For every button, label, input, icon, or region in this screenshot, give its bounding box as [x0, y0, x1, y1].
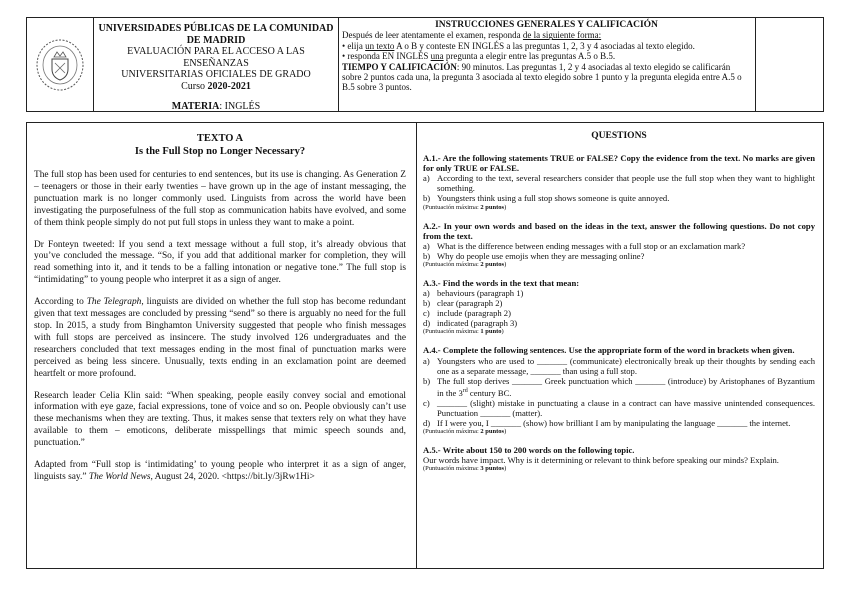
question-item: c) _______ (slight) mistake in punctuating a clause in a contract can have massive unintended consequences. Punctuation _______ (matter).: [423, 397, 815, 418]
course-line: [94, 81, 338, 93]
instr-underline: de la siguiente forma:: [522, 30, 602, 41]
seal-icon: [34, 37, 86, 93]
paragraph-3: [34, 297, 406, 380]
instr-bold: TIEMPO Y CALIFICACIÓN: [342, 61, 457, 72]
citation-text: Adapted from “Full stop is ‘intimidating’ to young people who interpret it as a sign of anger, linguists say.”: [34, 460, 406, 482]
instr-underline: una: [430, 51, 444, 62]
question-heading: A.5.- Write about 150 to 200 words on the following topic.: [423, 445, 635, 456]
p3-text: , linguists are divided on whether the full stop has become redundant given that text messages are concluded by pressing “send” so there is arguably no need for the full stop. In 2015, a study from Binghamton University suggested that people who finish messages with full stops are perceived as insincere. The study involved 126 undergraduates and the researchers concluded that text messages ending in the most final of punctuation marks were perceived as being less sincere. Unusually, texts ending in an exclamation point are deemed heartfelt or more profound.: [34, 297, 406, 379]
citation-italic: The World News: [88, 471, 151, 482]
question-item: a) What is the difference between ending messages with a full stop or an exclamation mark?: [423, 241, 815, 251]
questions-column: [417, 123, 823, 568]
university-line-2: DE MADRID: [186, 34, 246, 46]
exam-body: [26, 122, 824, 569]
instructions-line-1: [342, 30, 751, 40]
university-seal: [27, 18, 94, 111]
item-text: indicated (paragraph 3): [437, 318, 518, 329]
max-score: (Puntuación máxima: 1 punto): [423, 328, 504, 336]
instructions-block: [339, 18, 756, 111]
paragraph-4: Research leader Celia Klin said: “When speaking, people easily convey social and emotional information with eye gaze, facial expressions, tone of voice and so on. People obviously can’t use these mechanisms when they are texting. Thus, it makes sense that texters rely on what they have available to them – emoticons, deliberate misspellings that mimic speech sounds and, punctuation.”: [34, 390, 406, 449]
item-text: Youngsters think using a full stop shows someone is quite annoyed.: [437, 193, 670, 204]
exam-header: [26, 17, 824, 112]
instr-text: pregunta a elegir entre las preguntas A.5 o B.5.: [443, 51, 616, 62]
course-value: 2020-2021: [207, 80, 251, 92]
paragraph-1: The full stop has been used for centuries to end sentences, but its use is changing. As Generation Z – teenagers or those in their early twenties – have grown up in the age of instant messaging, the punctuation mark is no longer commonly used. Linguists from across the world have been investigating the purposefulness of the full stop as communication habits have evolved, and some of them think people simply do not put full stops in unless they want to make a point.: [34, 170, 406, 228]
instructions-title: INSTRUCCIONES GENERALES Y CALIFICACIÓN: [435, 20, 658, 30]
question-item: b) Youngsters think using a full stop shows someone is quite annoyed.: [423, 193, 815, 203]
question-item: d) If I were you, I _______ (show) how brilliant I am by manipulating the language _______ the internet.: [423, 418, 815, 428]
max-score: (Puntuación máxima: 3 puntos): [423, 465, 507, 473]
subject-label: MATERIA: [171, 100, 220, 112]
course-label: Curso: [181, 80, 206, 92]
instructions-line-2: [342, 41, 751, 51]
item-text: According to the text, several researchers consider that people use the full stop when they want to highlight something.: [437, 173, 815, 194]
item-text: If I were you, I _______ (show) how brilliant I am by manipulating the language _______ the internet.: [437, 417, 791, 428]
max-score: (Puntuación máxima: 2 puntos): [423, 428, 507, 436]
p3-text: According to: [34, 297, 87, 308]
citation-text: , August 24, 2020. <https://bit.ly/3jRw1Hi>: [150, 471, 315, 482]
text-subtitle: Is the Full Stop no Longer Necessary?: [134, 145, 306, 157]
max-score: (Puntuación máxima: 2 puntos): [423, 203, 507, 211]
item-text: behaviours (paragraph 1): [437, 288, 524, 299]
question-item: d) indicated (paragraph 3): [423, 318, 815, 328]
question-item: b) The full stop derives _______ Greek punctuation which _______ (introduce) by Aristophanes of Byzantium in the 3rd century BC.: [423, 375, 815, 398]
item-text: clear (paragraph 2): [437, 298, 503, 309]
item-text: Youngsters who are used to _______ (communicate) electronically break up their thoughts by sending each one as a separate message, _______ than using a full stop.: [437, 355, 815, 376]
instructions-line-4: [342, 62, 751, 93]
item-text: _______ (slight) mistake in punctuating a clause in a contract can have massive unintended consequences. Punctuation _______ (matter).: [437, 397, 815, 418]
question-item: a) Youngsters who are used to _______ (communicate) electronically break up their thoughts by sending each one as a separate message, _______ than using a full stop.: [423, 355, 815, 376]
text-column: [27, 123, 417, 568]
question-a1: [423, 153, 815, 211]
question-item: b) Why do people use emojis when they are messaging online?: [423, 251, 815, 261]
university-line-1: UNIVERSIDADES PÚBLICAS DE LA COMUNIDAD: [98, 23, 334, 34]
question-a2: [423, 221, 815, 269]
max-score: (Puntuación máxima: 2 puntos): [423, 260, 507, 268]
instr-text: Después de leer atentamente el examen, responda: [342, 30, 523, 41]
item-text: Why do people use emojis when they are messaging online?: [437, 250, 645, 261]
question-item: a) behaviours (paragraph 1): [423, 288, 815, 298]
subject-value: : INGLÉS: [219, 100, 261, 112]
subject-line: [94, 101, 338, 113]
instructions-line-3: [342, 51, 751, 61]
instr-text: A o B y conteste EN INGLÉS a las preguntas 1, 2, 3 y 4 asociadas al texto elegido.: [394, 40, 695, 51]
instr-underline: un texto: [365, 40, 395, 51]
question-body: Our words have impact. Why is it determining or relevant to think before speaking our minds? Explain.: [423, 455, 779, 466]
eval-line-2: UNIVERSITARIAS OFICIALES DE GRADO: [121, 69, 311, 81]
question-heading: A.1.- Are the following statements TRUE or FALSE? Copy the evidence from the text. No marks are given for only TRUE or FALSE.: [423, 153, 815, 174]
paragraph-2: Dr Fonteyn tweeted: If you send a text message without a full stop, it’s already obvious that you’ve concluded the message. “So, if you add that additional marker for completion, they will read something into it, and it tends to be a falling intonation or negative tone.” The full stop is “intimidating” to young people who interpret it as a sign of anger.: [34, 239, 406, 286]
source-citation: [34, 460, 406, 484]
question-item: a) According to the text, several researchers consider that people use the full stop when they want to highlight something.: [423, 173, 815, 194]
question-item: b) clear (paragraph 2): [423, 298, 815, 308]
text-title: TEXTO A: [196, 133, 244, 144]
question-heading: A.3.- Find the words in the text that mean:: [423, 277, 580, 288]
item-text: The full stop derives _______ Greek punctuation which _______ (introduce) by Aristophanes of Byzantium in the 3rd century BC.: [437, 375, 815, 398]
questions-title: QUESTIONS: [591, 131, 647, 141]
question-heading: A.2.- In your own words and based on the ideas in the text, answer the following questions. Do not copy from the text.: [423, 220, 815, 241]
question-heading: A.4.- Complete the following sentences. Use the appropriate form of the word in brackets when given.: [423, 345, 795, 356]
university-block: [94, 18, 339, 111]
eval-line-1: EVALUACIÓN PARA EL ACCESO A LAS ENSEÑANZAS: [127, 46, 305, 69]
instr-text: • responda EN INGLÉS: [342, 51, 431, 62]
question-a3: [423, 278, 815, 336]
question-a5: [423, 445, 815, 473]
item-text: include (paragraph 2): [437, 308, 511, 319]
instr-text: : 90 minutos. Las preguntas 1, 2 y 4 asociadas al texto elegido se calificarán sobre 2 puntos cada una, la pregunta 3 asociada al texto elegido sobre 1 punto y la pregunta elegida entre A.5 o B.5 sobre 3 puntos.: [342, 61, 742, 93]
text-title-block: [34, 133, 406, 158]
item-text: What is the difference between ending messages with a full stop or an exclamation mark?: [437, 240, 746, 251]
question-a4: [423, 345, 815, 436]
p3-italic: The Telegraph: [86, 297, 142, 308]
header-blank-cell: [756, 18, 823, 111]
question-item: c) include (paragraph 2): [423, 308, 815, 318]
instr-text: • elija: [342, 40, 366, 51]
